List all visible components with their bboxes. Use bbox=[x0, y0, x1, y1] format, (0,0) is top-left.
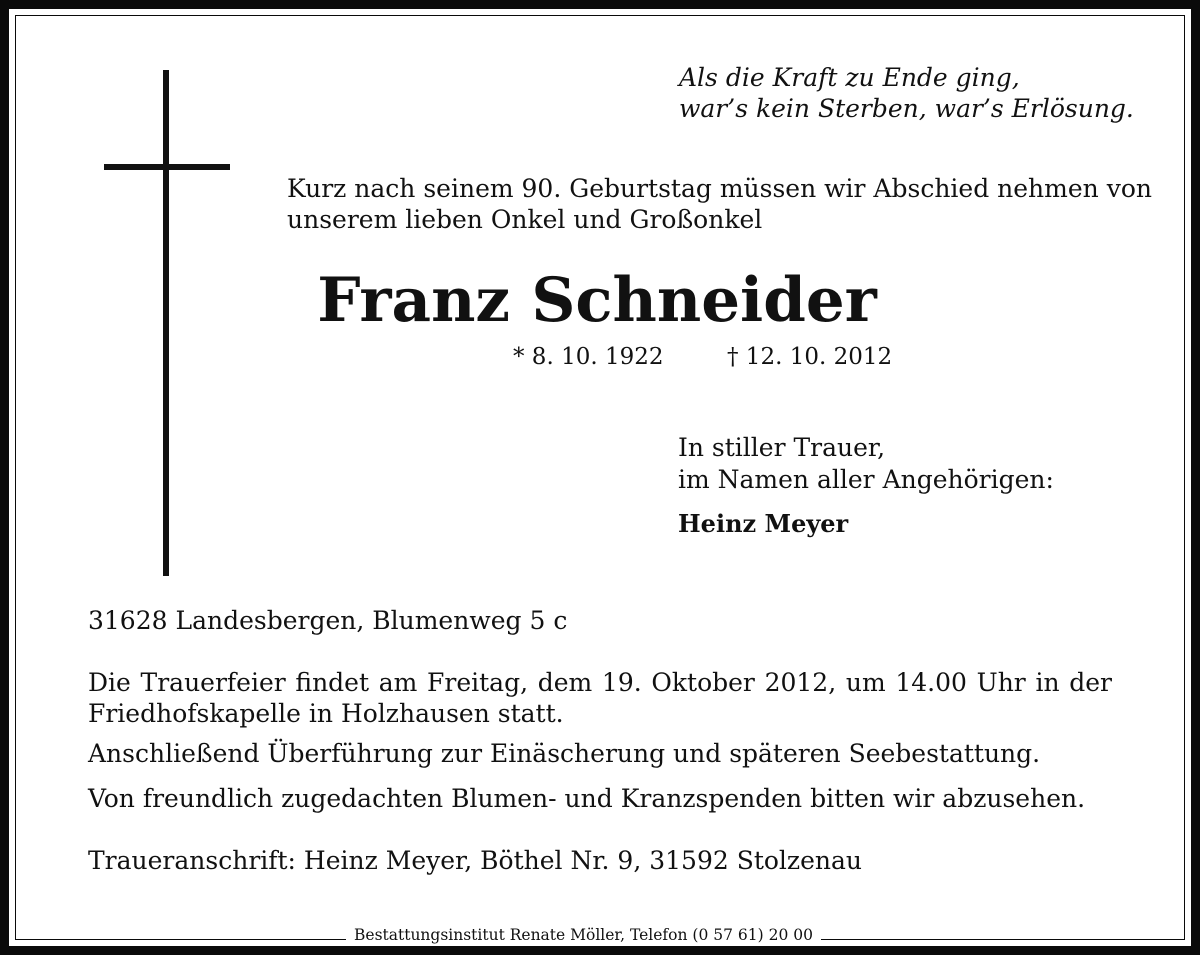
death-date: † 12. 10. 2012 bbox=[727, 344, 893, 370]
motto-line: Als die Kraft zu Ende ging, bbox=[679, 63, 1020, 92]
mourning-text bbox=[678, 432, 1054, 496]
ceremony-line: Friedhofskapelle in Holzhausen statt. bbox=[88, 699, 564, 728]
ceremony-info bbox=[88, 667, 1112, 729]
signer-name: Heinz Meyer bbox=[678, 509, 849, 538]
deceased-name-text: Franz Schneider bbox=[317, 265, 877, 336]
contact-address: Traueranschrift: Heinz Meyer, Böthel Nr. 9, 31592 Stolzenau bbox=[88, 846, 862, 875]
mourning-line: im Namen aller Angehörigen: bbox=[678, 465, 1054, 494]
motto bbox=[679, 62, 1134, 124]
birth-date: * 8. 10. 1922 bbox=[513, 344, 664, 370]
intro-line: unserem lieben Onkel und Großonkel bbox=[287, 205, 763, 234]
flowers-info: Von freundlich zugedachten Blumen- und Kranzspenden bitten wir abzusehen. bbox=[88, 784, 1086, 813]
intro-line: Kurz nach seinem 90. Geburtstag müssen wir Abschied nehmen von bbox=[287, 174, 1152, 203]
funeral-home-footer: Bestattungsinstitut Renate Möller, Telefon (0 57 61) 20 00 bbox=[346, 924, 821, 946]
address: 31628 Landesbergen, Blumenweg 5 c bbox=[88, 606, 568, 635]
cross-icon-bar bbox=[104, 164, 230, 170]
ceremony-line: Die Trauerfeier findet am Freitag, dem 19. Oktober 2012, um 14.00 Uhr in der bbox=[88, 668, 1112, 697]
motto-line: war’s kein Sterben, war’s Erlösung. bbox=[679, 94, 1134, 123]
intro-text bbox=[287, 173, 1152, 235]
transfer-info: Anschließend Überführung zur Einäscherung und späteren Seebestattung. bbox=[88, 739, 1041, 768]
deceased-name bbox=[0, 263, 1200, 339]
mourning-line: In stiller Trauer, bbox=[678, 433, 886, 462]
